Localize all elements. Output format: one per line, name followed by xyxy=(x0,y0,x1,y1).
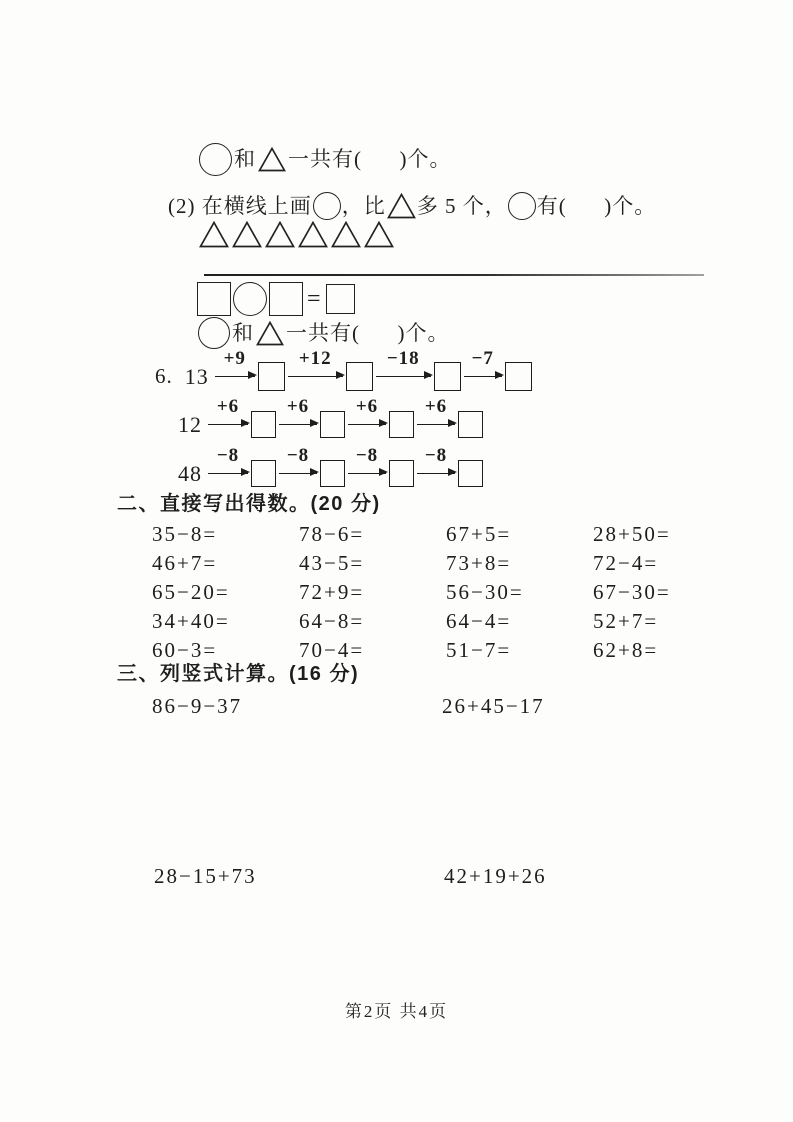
column-calc-problem: 26+45−17 xyxy=(442,694,545,718)
operation-label: −8 xyxy=(424,445,448,466)
answer-box xyxy=(251,411,276,438)
divider-line xyxy=(204,274,704,276)
answer-box xyxy=(458,460,483,487)
answer-box xyxy=(258,362,285,391)
operation-label: −8 xyxy=(286,445,310,466)
triangle-shape xyxy=(265,221,295,248)
calc-problem: 67−30= xyxy=(593,580,671,604)
calc-problem: 51−7= xyxy=(446,638,512,662)
circle-shape xyxy=(198,317,230,349)
calc-problem: 35−8= xyxy=(152,522,218,546)
calc-problem: 62+8= xyxy=(593,638,659,662)
arrow-right xyxy=(348,445,386,474)
answer-box xyxy=(389,411,414,438)
answer-box xyxy=(458,411,483,438)
triangle-shape xyxy=(387,193,416,219)
operator-circle xyxy=(233,282,267,316)
answer-box xyxy=(346,362,373,391)
circle-shape xyxy=(313,192,341,220)
operation-label: +6 xyxy=(355,396,379,417)
chain-start-number: 48 xyxy=(178,460,202,486)
calc-problem: 46+7= xyxy=(152,551,218,575)
blank-square xyxy=(326,284,355,314)
triangle-shape xyxy=(298,221,328,248)
q5-part1-answer-line xyxy=(199,143,452,176)
answer-line-text: 和 xyxy=(232,320,254,345)
prompt-text: 有( )个。 xyxy=(536,193,657,218)
calc-problem: 64−4= xyxy=(446,609,512,633)
arrow-right xyxy=(215,348,255,377)
answer-line-text: 一共有( )个。 xyxy=(286,320,450,345)
calc-problem: 72−4= xyxy=(593,551,659,575)
answer-line-text: 和 xyxy=(234,147,256,171)
arrow-right xyxy=(417,445,455,474)
answer-box xyxy=(251,460,276,487)
section2-header: 二、直接写出得数。(20 分) xyxy=(117,493,381,515)
triangle-shape xyxy=(256,321,284,346)
arrow-right xyxy=(464,348,502,377)
operation-label: −8 xyxy=(216,445,240,466)
arrow-right xyxy=(279,445,317,474)
prompt-text: (2) 在横线上画 xyxy=(168,193,312,218)
operation-label: +6 xyxy=(216,396,240,417)
arrow-right xyxy=(288,348,343,377)
operation-label: −7 xyxy=(471,348,494,369)
calc-problem: 78−6= xyxy=(299,522,365,546)
triangle-shape xyxy=(364,221,394,248)
oral-calc-grid xyxy=(152,524,740,661)
section3-header: 三、列竖式计算。(16 分) xyxy=(117,663,360,685)
triangle-shape xyxy=(258,147,286,172)
calc-problem: 65−20= xyxy=(152,580,230,604)
q5-part2-prompt xyxy=(168,192,656,220)
calc-problem: 64−8= xyxy=(299,609,365,633)
q6-chain-3 xyxy=(178,445,483,487)
operation-label: +6 xyxy=(286,396,310,417)
column-calc-problem: 42+19+26 xyxy=(444,864,547,888)
answer-box xyxy=(320,411,345,438)
column-calc-problem: 28−15+73 xyxy=(154,864,257,888)
answer-line-text: 一共有( )个。 xyxy=(288,147,452,171)
q6-chain-1 xyxy=(155,348,532,391)
operation-label: +9 xyxy=(223,348,246,369)
arrow-right xyxy=(279,396,317,425)
prompt-text: ，比 xyxy=(341,193,386,218)
calc-problem: 70−4= xyxy=(299,638,365,662)
answer-box xyxy=(389,460,414,487)
operation-label: −8 xyxy=(355,445,379,466)
operation-label: +12 xyxy=(298,348,332,369)
arrow-right xyxy=(417,396,455,425)
calc-problem: 60−3= xyxy=(152,638,218,662)
chain-start-number: 13 xyxy=(184,363,209,389)
page-footer: 第2页 共4页 xyxy=(344,1002,449,1021)
calc-problem: 28+50= xyxy=(593,522,671,546)
arrow-right xyxy=(376,348,431,377)
triangle-row xyxy=(199,221,394,248)
q5-part2-answer-line xyxy=(198,317,450,349)
circle-shape xyxy=(508,192,536,220)
arrow-right xyxy=(208,445,248,474)
calc-problem: 67+5= xyxy=(446,522,512,546)
calc-problem: 56−30= xyxy=(446,580,524,604)
chain-start-number: 12 xyxy=(178,411,202,437)
operation-label: −18 xyxy=(386,348,420,369)
prompt-text: 多 5 个， xyxy=(416,193,507,218)
circle-shape xyxy=(199,143,232,176)
triangle-shape xyxy=(331,221,361,248)
calc-problem: 73+8= xyxy=(446,551,512,575)
question-number: 6. xyxy=(155,364,173,388)
answer-box xyxy=(320,460,345,487)
triangle-shape xyxy=(199,221,229,248)
calc-problem: 34+40= xyxy=(152,609,230,633)
blank-square xyxy=(197,282,231,316)
answer-box xyxy=(434,362,461,391)
q5-equation-row xyxy=(197,282,355,316)
equals-sign: = xyxy=(307,286,322,312)
calc-problem: 72+9= xyxy=(299,580,365,604)
triangle-shape xyxy=(232,221,262,248)
calc-problem: 43−5= xyxy=(299,551,365,575)
column-calc-problem: 86−9−37 xyxy=(152,694,243,718)
operation-label: +6 xyxy=(424,396,448,417)
q6-chain-2 xyxy=(178,396,483,438)
arrow-right xyxy=(348,396,386,425)
arrow-right xyxy=(208,396,248,425)
blank-square xyxy=(269,282,303,316)
calc-problem: 52+7= xyxy=(593,609,659,633)
answer-box xyxy=(505,362,532,391)
